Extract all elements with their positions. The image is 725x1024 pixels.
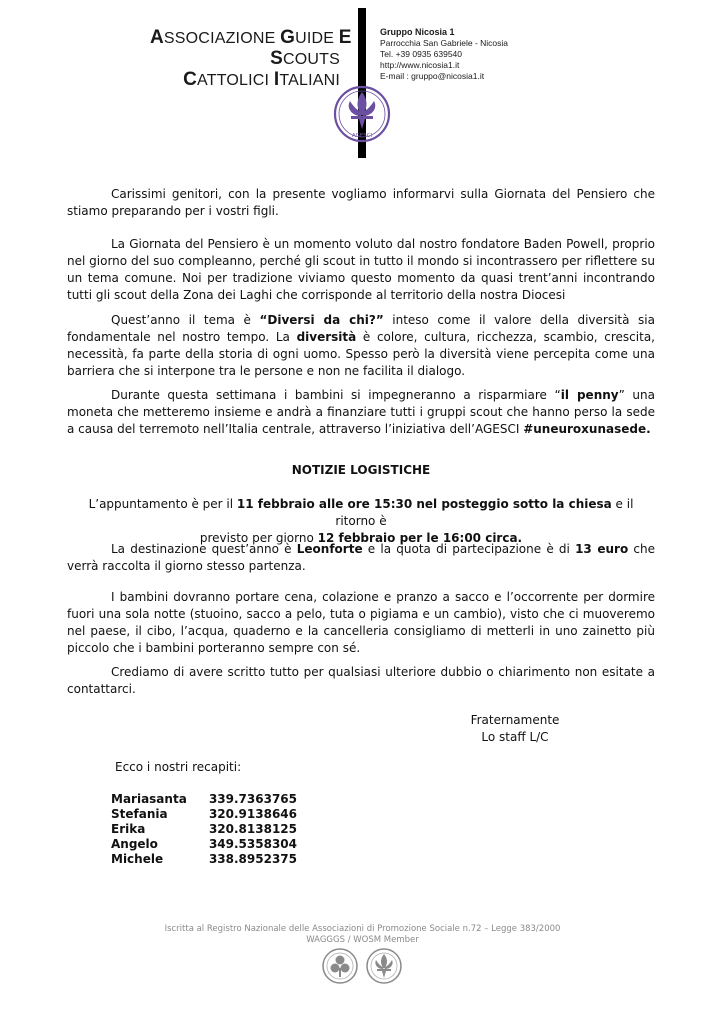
contact-row: [111, 822, 297, 837]
paragraph-penny: Durante questa settimana i bambini si impegneranno a risparmiare “il penny” una moneta che metteremo insieme e andrà a finanziare tutti i gruppi scout che hanno perso la sede a causa del terremoto nell’Italia centrale, attraverso l’iniziativa dell’AGESCI #uneuroxunasede.: [67, 388, 655, 436]
signature-staff: Lo staff L/C: [481, 730, 549, 744]
paragraph-appuntamento: L’appuntamento è per il 11 febbraio alle ore 15:30 nel posteggio sotto la chiesa e il ritorno è previsto per giorno 12 febbraio per le 16:00 circa.: [88, 497, 634, 545]
contact-row: [111, 792, 297, 807]
contacts-intro: Ecco i nostri recapiti:: [115, 760, 242, 774]
contact-name: Michele: [111, 852, 164, 866]
organization-name: [150, 27, 352, 91]
contact-phone: 338.8952375: [208, 852, 297, 866]
contacts-list: [111, 792, 297, 867]
agesci-emblem-icon: [332, 82, 392, 148]
paragraph-occorrente: I bambini dovranno portare cena, colazione e pranzo a sacco e l’occorrente per dormire fuori una sola notte (stuoino, sacco a pelo, tuta o pigiama e un cambio), visto che ci muoveremo nel paese, il cibo, l’acqua, quaderno e la cancelleria consigliamo di metterli in uno zainetto più piccolo che i bambini porteranno sempre con sé.: [67, 590, 655, 655]
paragraph-giornata: La Giornata del Pensiero è un momento voluto dal nostro fondatore Baden Powell, proprio nel giorno del suo compleanno, perché gli scout in tutto il mondo si incontrassero per riflettere su un tema comune. Noi per tradizione viviamo questo momento da quasi trent’anni incontrando tutti gli scout della Zona dei Laghi che corrisponde al territorio della nostra Diocesi: [67, 237, 655, 302]
contact-row: [111, 852, 297, 867]
group-website[interactable]: http://www.nicosia1.it: [380, 60, 460, 70]
footer-membership: WAGGGS / WOSM Member: [306, 935, 419, 945]
org-name-line-3: CATTOLICI ITALIANI: [183, 69, 340, 90]
contact-phone: 349.5358304: [208, 837, 297, 851]
contact-name: Erika: [111, 822, 146, 836]
contact-name: Mariasanta: [111, 792, 187, 806]
contact-name: Stefania: [111, 807, 168, 821]
group-contact-info: [380, 27, 508, 82]
paragraph-intro: Carissimi genitori, con la presente vogliamo informarvi sulla Giornata del Pensiero che stiamo preparando per i vostri figli.: [67, 187, 655, 218]
wosm-fleur-icon: [367, 949, 401, 983]
contact-row: [111, 837, 297, 852]
emblem-label: AGESCI: [351, 133, 373, 139]
group-phone: Tel. +39 0935 639540: [380, 49, 463, 59]
paragraph-tema: Quest’anno il tema è “Diversi da chi?” inteso come il valore della diversità sia fondamentale nel nostro tempo. La diversità è colore, cultura, ricchezza, scambio, crescita, necessità, fa parte della storia di ogni uomo. Spesso però la diversità viene percepita come una barriera che si interpone tra le persone e non ne facilita il dialogo.: [67, 313, 655, 378]
footer-text: [0, 924, 725, 946]
paragraph-closing: Crediamo di avere scritto tutto per qualsiasi ulteriore dubbio o chiarimento non esitate a contattarci.: [67, 665, 655, 696]
closing-signature: [440, 712, 590, 746]
paragraph-destinazione: La destinazione quest’anno è Leonforte e la quota di partecipazione è di 13 euro che verrà raccolta il giorno stesso partenza.: [67, 542, 655, 573]
contact-phone: 339.7363765: [208, 792, 297, 806]
contact-row: [111, 807, 297, 822]
contact-phone: 320.9138646: [208, 807, 297, 821]
org-name-line-2: SCOUTS: [270, 48, 340, 69]
group-email[interactable]: E-mail : gruppo@nicosia1.it: [380, 71, 485, 81]
contact-phone: 320.8138125: [208, 822, 297, 836]
group-name: Gruppo Nicosia 1: [380, 27, 455, 37]
section-title-logistics: NOTIZIE LOGISTICHE: [291, 463, 431, 477]
footer-registry: Iscritta al Registro Nazionale delle Associazioni di Promozione Sociale n.72 – Legge 383/2000: [164, 924, 561, 934]
wagggs-trefoil-icon: [323, 949, 357, 983]
org-name-line-1: ASSOCIAZIONE GUIDE E: [150, 27, 352, 48]
contact-name: Angelo: [111, 837, 158, 851]
parish-name: Parrocchia San Gabriele - Nicosia: [380, 38, 509, 48]
closing-salutation: Fraternamente: [470, 713, 560, 727]
wagggs-wosm-logos: [320, 946, 406, 986]
